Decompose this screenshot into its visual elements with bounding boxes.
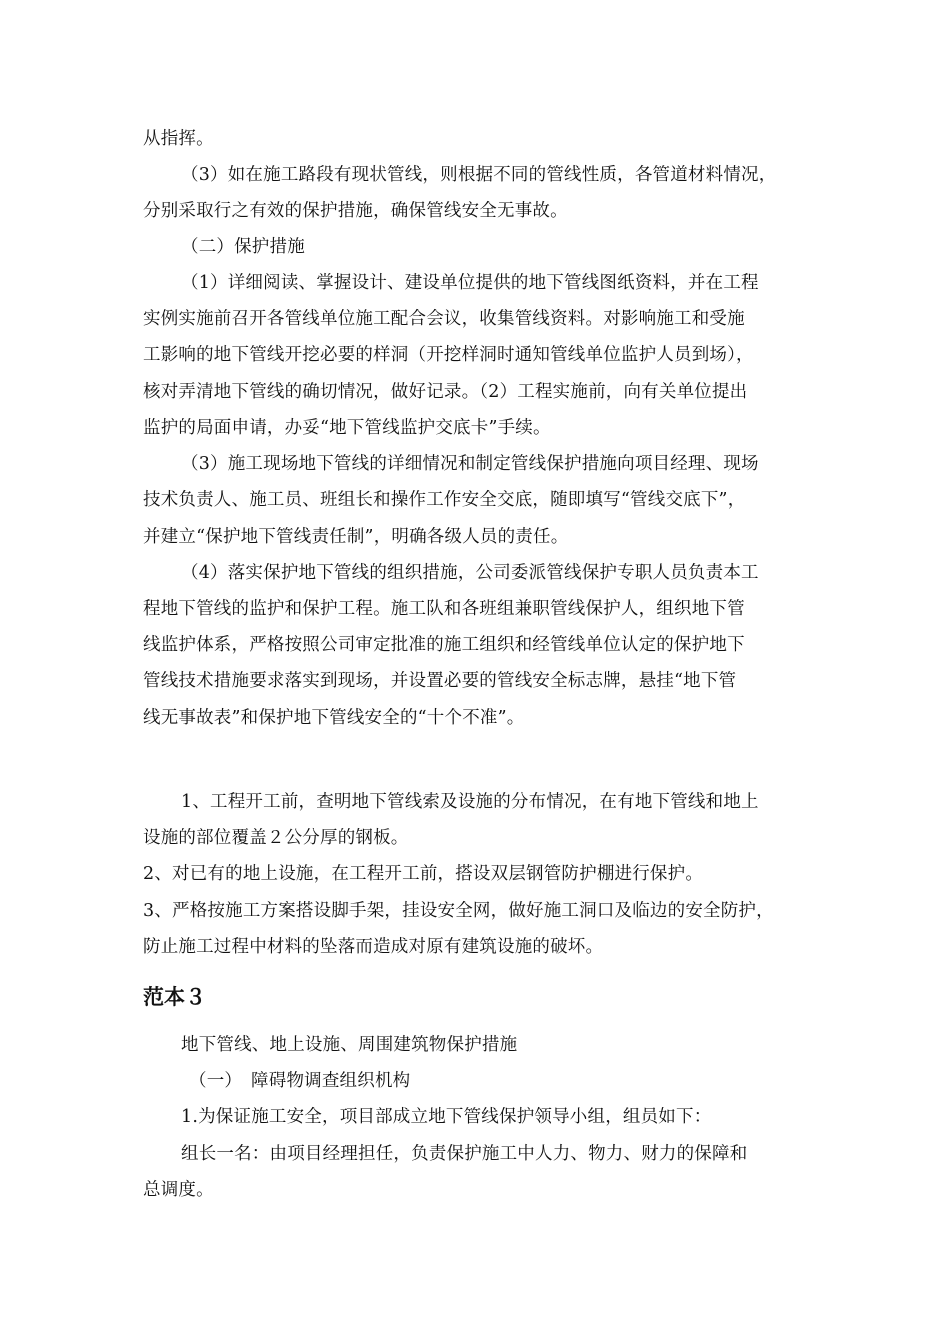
text-line: 程地下管线的监护和保护工程。施工队和各班组兼职管线保护人，组织地下管: [143, 599, 745, 619]
text-line: 分别采取行之有效的保护措施，确保管线安全无事故。: [143, 201, 568, 221]
text-line: 并建立“保护地下管线责任制”，明确各级人员的责任。: [143, 527, 569, 547]
section-heading: 范本３: [143, 985, 206, 1009]
text-line: （3）施工现场地下管线的详细情况和制定管线保护措施向项目经理、现场: [181, 454, 759, 474]
text-line: 组长一名：由项目经理担任，负责保护施工中人力、物力、财力的保障和: [181, 1144, 748, 1164]
text-line: 2、对已有的地上设施，在工程开工前，搭设双层钢管防护棚进行保护。: [143, 864, 704, 884]
text-line: 从指挥。: [143, 129, 214, 149]
text-line: （3）如在施工路段有现状管线，则根据不同的管线性质，各管道材料情况，: [181, 165, 777, 185]
text-line: 3、严格按施工方案搭设脚手架，挂设安全网，做好施工洞口及临边的安全防护，: [143, 901, 774, 921]
text-line: 线无事故表”和保护地下管线安全的“十个不准”。: [143, 708, 525, 728]
text-line: 管线技术措施要求落实到现场，并设置必要的管线安全标志牌，悬挂“地下管: [143, 671, 737, 691]
text-line: 总调度。: [143, 1180, 214, 1200]
text-line: （1）详细阅读、掌握设计、建设单位提供的地下管线图纸资料，并在工程: [181, 273, 759, 293]
text-line: 设施的部位覆盖２公分厚的钢板。: [143, 828, 409, 848]
text-line: 防止施工过程中材料的坠落而造成对原有建筑设施的破坏。: [143, 937, 604, 957]
text-line: 线监护体系，严格按照公司审定批准的施工组织和经管线单位认定的保护地下: [143, 635, 745, 655]
section-subheading: （二）保护措施: [181, 237, 305, 257]
text-line: 地下管线、地上设施、周围建筑物保护措施: [181, 1035, 518, 1055]
text-line: 监护的局面申请，办妥“地下管线监护交底卡”手续。: [143, 418, 551, 438]
text-line: 1、工程开工前，查明地下管线索及设施的分布情况，在有地下管线和地上: [181, 792, 759, 812]
text-line: 工影响的地下管线开挖必要的样洞（开挖样洞时通知管线单位监护人员到场），: [143, 345, 754, 365]
text-line: 核对弄清地下管线的确切情况，做好记录。（2）工程实施前，向有关单位提出: [143, 382, 748, 402]
text-line: （4）落实保护地下管线的组织措施，公司委派管线保护专职人员负责本工: [181, 563, 759, 583]
section-subheading: （一） 障碍物调查组织机构: [189, 1071, 411, 1091]
text-line: 技术负责人、施工员、班组长和操作工作安全交底，随即填写“管线交底下”，: [143, 490, 746, 510]
text-line: 实例实施前召开各管线单位施工配合会议，收集管线资料。对影响施工和受施: [143, 309, 745, 329]
text-line: 1.为保证施工安全，项目部成立地下管线保护领导小组，组员如下：: [181, 1107, 712, 1127]
